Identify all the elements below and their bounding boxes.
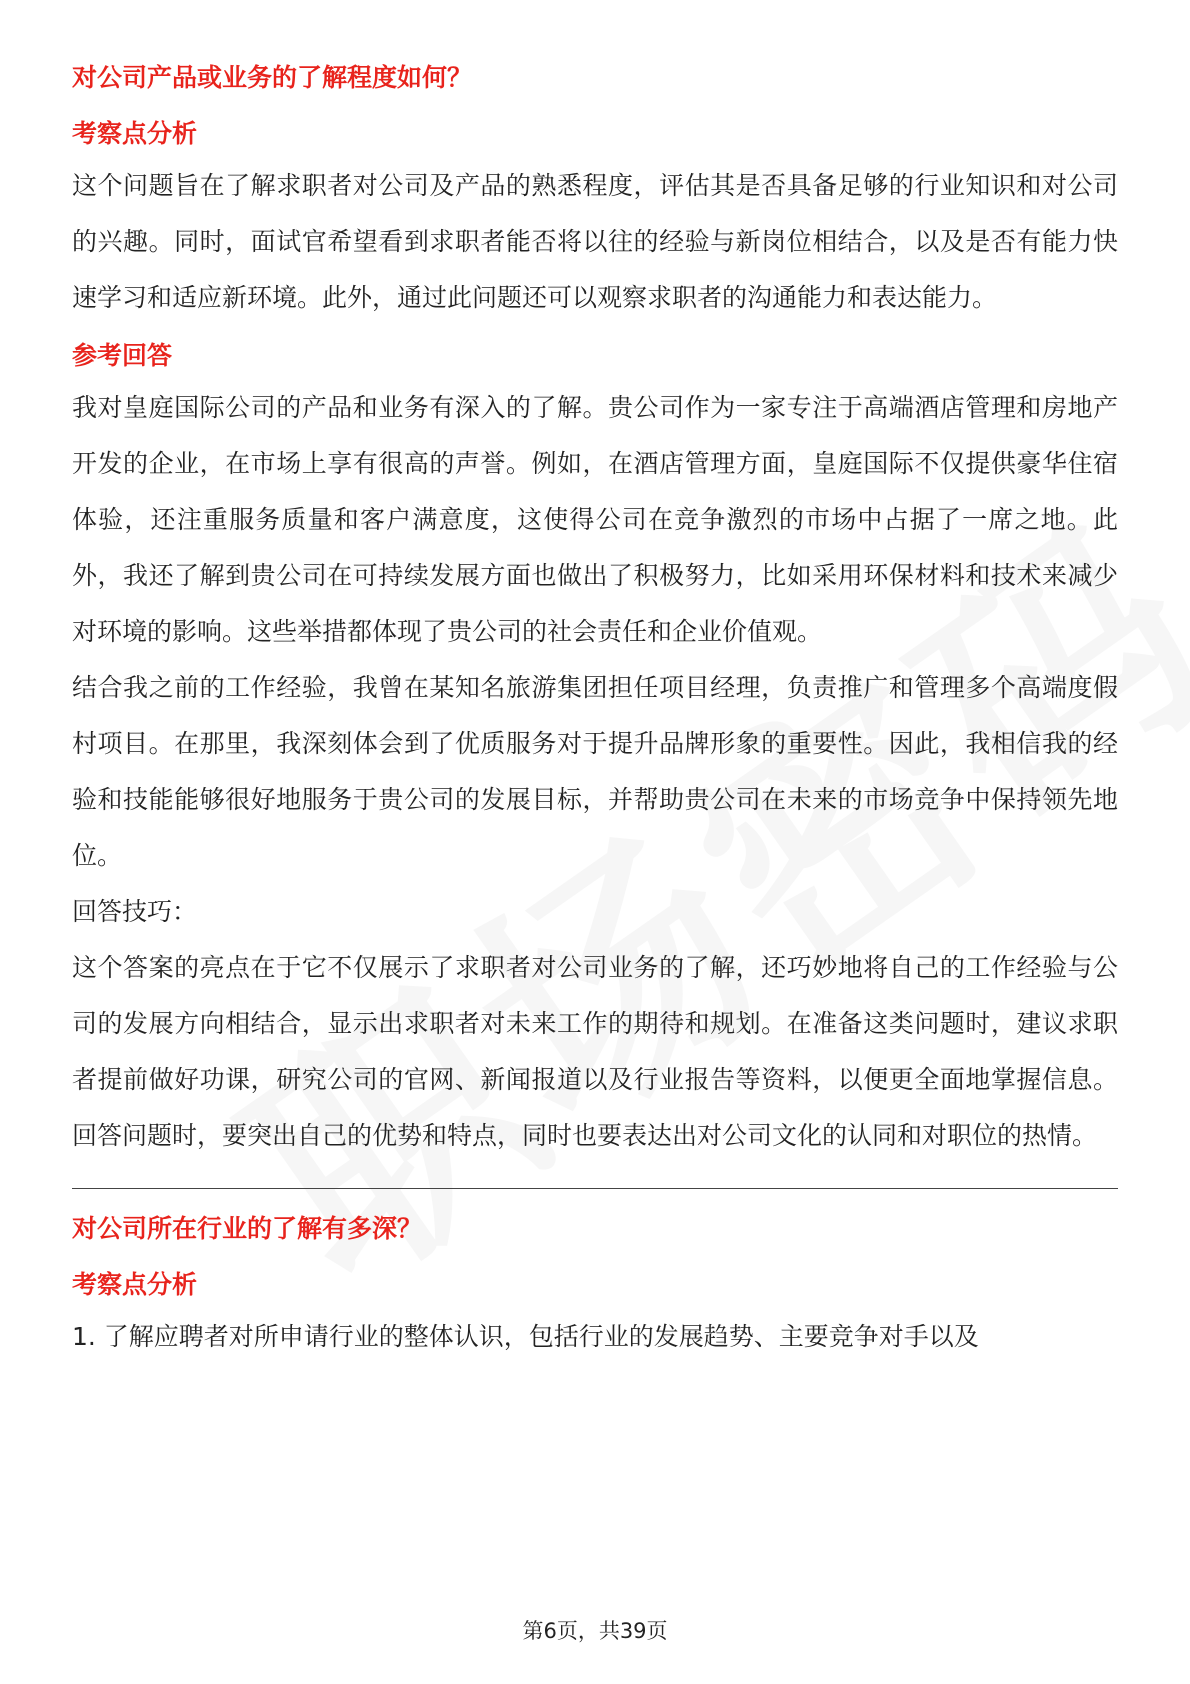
question-heading: 对公司产品或业务的了解程度如何？ xyxy=(72,63,473,92)
answer-paragraph: 结合我之前的工作经验，我曾在某知名旅游集团担任项目经理，负责推广和管理多个高端度假村项目。在那里，我深刻体会到了优质服务对于提升品牌形象的重要性。因此，我相信我的经验和技能能够很好地服务于贵公司的发展目标，并帮助贵公司在未来的市场竞争中保持领先地位。 xyxy=(72,673,1118,870)
page-number: 第6页，共39页 xyxy=(522,1619,668,1643)
analysis-paragraph: 这个问题旨在了解求职者对公司及产品的熟悉程度，评估其是否具备足够的行业知识和对公司的兴趣。同时，面试官希望看到求职者能否将以往的经验与新岗位相结合，以及是否有能力快速学习和适应新环境。此外，通过此问题还可以观察求职者的沟通能力和表达能力。 xyxy=(72,171,1118,312)
list-item: 1. 了解应聘者对所申请行业的整体认识，包括行业的发展趋势、主要竞争对手以及 xyxy=(72,1322,979,1351)
tips-label: 回答技巧： xyxy=(72,897,198,926)
analysis-label: 考察点分析 xyxy=(72,119,198,148)
section-divider xyxy=(72,1188,1118,1189)
answer-label: 参考回答 xyxy=(72,341,173,370)
question-heading: 对公司所在行业的了解有多深？ xyxy=(72,1214,423,1243)
tips-paragraph: 这个答案的亮点在于它不仅展示了求职者对公司业务的了解，还巧妙地将自己的工作经验与公司的发展方向相结合，显示出求职者对未来工作的期待和规划。在准备这类问题时，建议求职者提前做好功课，研究公司的官网、新闻报道以及行业报告等资料，以便更全面地掌握信息。回答问题时，要突出自己的优势和特点，同时也要表达出对公司文化的认同和对职位的热情。 xyxy=(72,953,1118,1150)
page-content xyxy=(72,60,1118,1365)
analysis-label: 考察点分析 xyxy=(72,1270,198,1299)
answer-paragraph: 我对皇庭国际公司的产品和业务有深入的了解。贵公司作为一家专注于高端酒店管理和房地产开发的企业，在市场上享有很高的声誉。例如，在酒店管理方面，皇庭国际不仅提供豪华住宿体验，还注重服务质量和客户满意度，这使得公司在竞争激烈的市场中占据了一席之地。此外，我还了解到贵公司在可持续发展方面也做出了积极努力，比如采用环保材料和技术来减少对环境的影响。这些举措都体现了贵公司的社会责任和企业价值观。 xyxy=(72,393,1118,646)
